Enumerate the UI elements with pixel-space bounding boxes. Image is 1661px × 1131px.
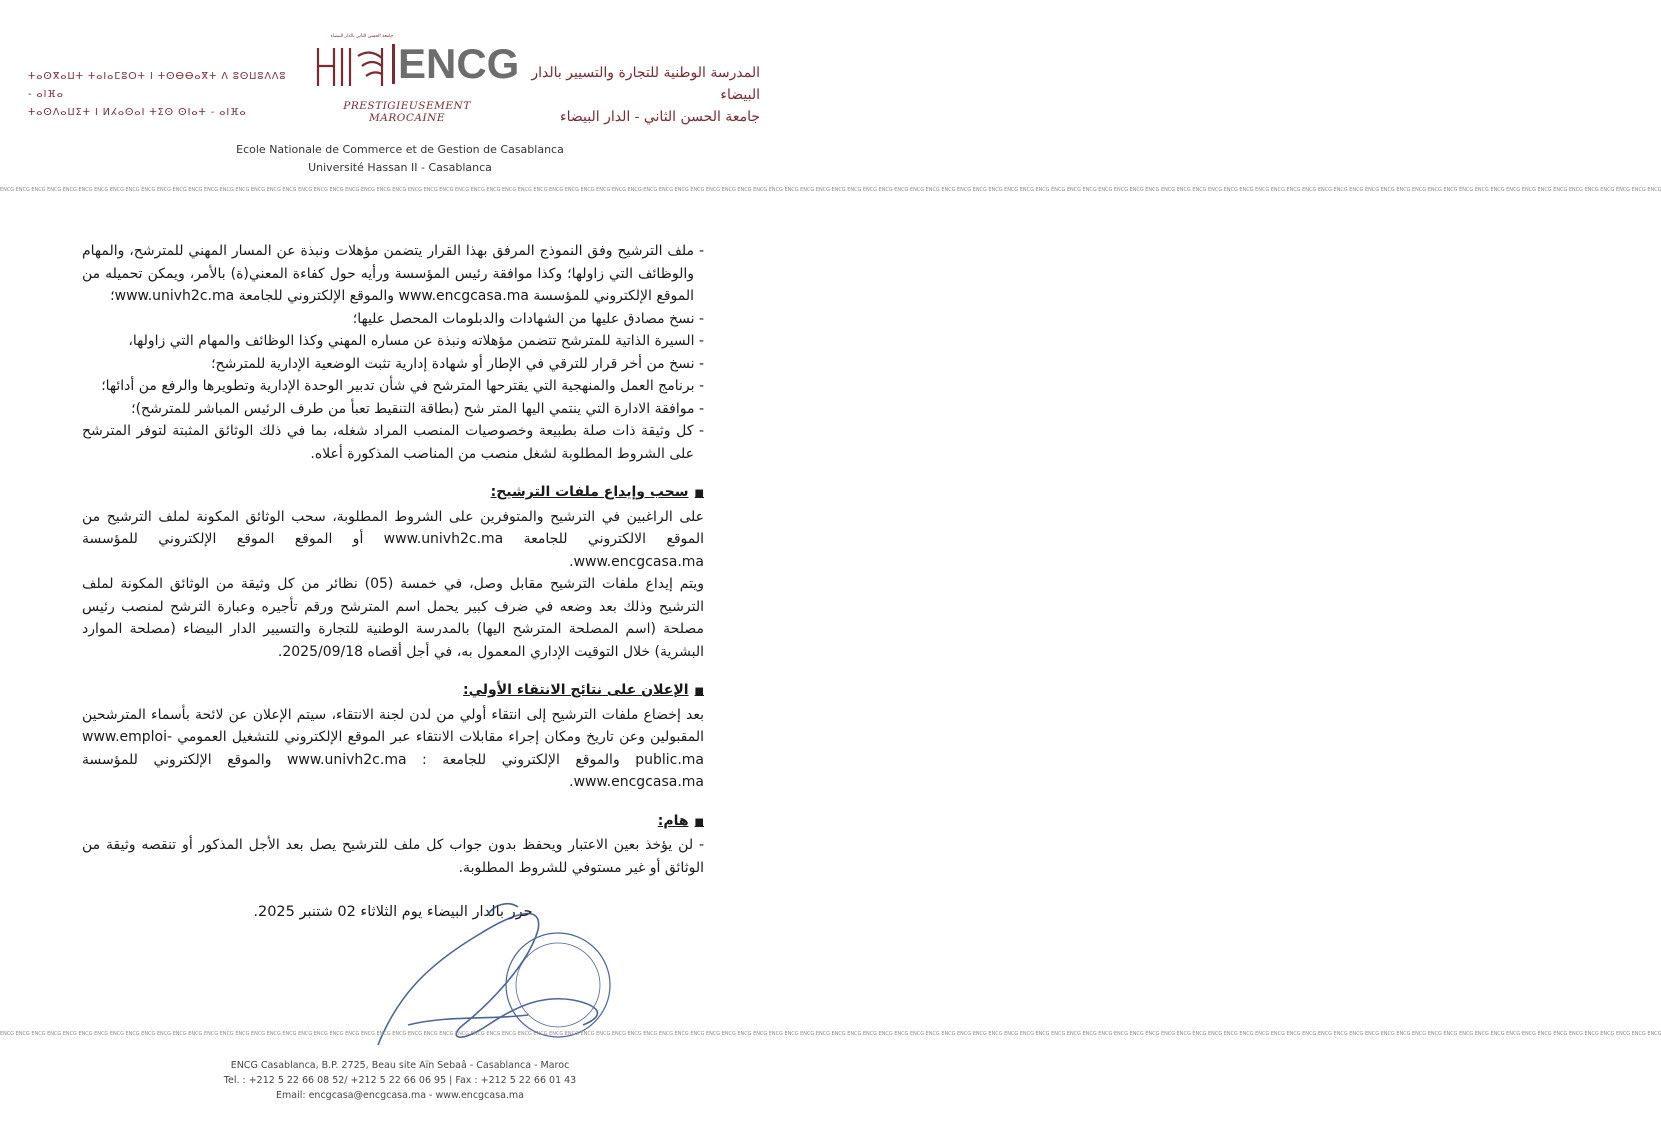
logo-tagline: PRESTIGIEUSEMENT MAROCAINE [343, 100, 471, 124]
document-item-1: - ملف الترشيح وفق النموذج المرفق بهذا القرار يتضمن مؤهلات ونبذة عن المسار المهني للمترشح، والمهام والوظائف التي زاولها؛ وكذا موافقة رئيس المؤسسة ورأيه حول كفاءة المعني(ة) بالأمر، ويمكن تحميله من الموقع الإلكتروني للمؤسسة www.encgcasa.ma والموقع الإلكتروني للجامعة www.univh2c.ma؛ [82, 243, 704, 304]
square-bullet-icon: ■ [694, 686, 704, 697]
document-item-5: - برنامج العمل والمنهجية التي يقترحها المترشح في شأن تدبير الوحدة الإدارية وتطويرها والرفع من أدائها؛ [101, 378, 704, 394]
important-paragraph: - لن يؤخذ بعين الاعتبار ويحفظ بدون جواب كل ملف للترشيح يصل بعد الأجل المذكور أو تنقصه وثيقة من الوثائق أو غير مستوفي للشروط المطلوبة. [82, 837, 704, 876]
footer [170, 1058, 630, 1103]
document-item-3: - السيرة الذاتية للمترشح تتضمن مؤهلاته ونبذة عن مساره المهني وكذا الوظائف والمهام التي زاولها، [128, 333, 704, 349]
encg-emblem-icon [312, 30, 392, 90]
school-identity [230, 141, 570, 177]
top-divider-band: ENCG ENCG ENCG ENCG ENCG ENCG ENCG ENCG ENCG ENCG ENCG ENCG ENCG ENCG ENCG ENCG ENCG ENCG ENCG ENCG ENCG ENCG ENCG ENCG ENCG ENCG ENCG ENCG ENCG ENCG ENCG ENCG ENCG ENCG ENCG ENCG ENCG ENCG ENCG ENCG ENCG ENCG ENCG ENCG ENCG ENCG ENCG ENCG ENCG ENCG ENCG ENCG ENCG ENCG ENCG ENCG ENCG ENCG ENCG ENCG ENCG ENCG ENCG ENCG ENCG ENCG ENCG ENCG ENCG ENCG ENCG ENCG ENCG ENCG ENCG ENCG ENCG ENCG ENCG ENCG ENCG ENCG ENCG ENCG ENCG ENCG ENCG ENCG ENCG ENCG ENCG ENCG ENCG ENCG ENCG ENCG ENCG ENCG ENCG ENCG ENCG ENCG ENCG ENCG ENCG ENCG [0, 187, 1661, 193]
tifinagh-header [28, 68, 288, 122]
arabic-university-name: جامعة الحسن الثاني - الدار البيضاء [560, 109, 760, 125]
document-item-4: - نسخ من أخر قرار للترقي في الإطار أو شهادة إدارية تثبت الوضعية الإدارية للمترشح؛ [211, 355, 704, 372]
document-body [82, 240, 704, 924]
results-paragraph: بعد إخضاع ملفات الترشيح إلى انتقاء أولي من لدن لجنة الانتقاء، سيتم الإعلان عن لائحة بأسماء المترشحين المقبولين وعن تاريخ ومكان إجراء مقابلات الانتقاء عبر الموقع الإلكتروني للتشغيل العمومي www.emploi-public.ma والموقع الإلكتروني للجامعة : www.univh2c.ma والموقع الإلكتروني للمؤسسة www.encgcasa.ma. [82, 706, 704, 790]
document-item-2: - نسخ مصادق عليها من الشهادات والدبلومات المحصل عليها؛ [352, 310, 704, 327]
document-item-7: - كل وثيقة ذات صلة بطبيعة وخصوصيات المنصب المراد شغله، بما في ذلك الوثائق المثبتة لتوفر المترشح على الشروط المطلوبة لشغل منصب من المناصب المذكورة أعلاه. [82, 423, 704, 462]
withdrawal-paragraph-1: على الراغبين في الترشيح والمتوفرين على الشروط المطلوبة، سحب الوثائق المكونة لملف الترشيح من الموقع الالكتروني للجامعة www.univh2c.ma أو الموقع الموقع الإلكتروني للمؤسسة www.encgcasa.ma. [82, 508, 704, 570]
square-bullet-icon: ■ [694, 816, 704, 828]
signoff-date: حرر بالدار البيضاء يوم الثلاثاء 02 شتنبر 2025. [253, 904, 533, 920]
section-title-results: ■الإعلان على نتائج الانتقاء الأولي: [463, 682, 704, 698]
logo-top-text: جامعة الحسن الثاني بالدار البيضاء [330, 34, 394, 39]
withdrawal-paragraph-2: ويتم إيداع ملفات الترشيح مقابل وصل، في خمسة (05) نظائر من كل وثيقة من الوثائق المكونة لملف الترشيح وذلك بعد وضعه في ضرف كبير يحمل اسم المترشح ورقم تأجيره وعبارة الترشح لمنصب رئيس مصلحة (اسم المصلحة المترشح اليها) بالمدرسة الوطنية للتجارة والتسيير الدار البيضاء (مصلحة الموارد البشرية) خلال التوقيت الإداري المعمول به، في أجل أقصاه 2025/09/18. [82, 576, 704, 660]
section-title-important: ■هام: [657, 812, 704, 829]
bottom-divider-band: ENCG ENCG ENCG ENCG ENCG ENCG ENCG ENCG ENCG ENCG ENCG ENCG ENCG ENCG ENCG ENCG ENCG ENCG ENCG ENCG ENCG ENCG ENCG ENCG ENCG ENCG ENCG ENCG ENCG ENCG ENCG ENCG ENCG ENCG ENCG ENCG ENCG ENCG ENCG ENCG ENCG ENCG ENCG ENCG ENCG ENCG ENCG ENCG ENCG ENCG ENCG ENCG ENCG ENCG ENCG ENCG ENCG ENCG ENCG ENCG ENCG ENCG ENCG ENCG ENCG ENCG ENCG ENCG ENCG ENCG ENCG ENCG ENCG ENCG ENCG ENCG ENCG ENCG ENCG ENCG ENCG ENCG ENCG ENCG ENCG ENCG ENCG ENCG ENCG ENCG ENCG ENCG ENCG ENCG ENCG ENCG ENCG ENCG ENCG ENCG ENCG ENCG ENCG ENCG ENCG ENCG [0, 1031, 1661, 1037]
university-name: Université Hassan II - Casablanca [308, 161, 492, 174]
footer-address: ENCG Casablanca, B.P. 2725, Beau site Aïn Sebaâ - Casablanca - Maroc [230, 1060, 570, 1071]
logo-wordmark: ENCG [398, 40, 520, 87]
arabic-school-name: المدرسة الوطنية للتجارة والتسيير بالدار البيضاء [531, 65, 760, 103]
logo-divider [392, 44, 395, 84]
document-item-6: - موافقة الادارة التي ينتمي اليها المتر شح (بطاقة التنقيط تعبأ من طرف الرئيس المباشر للمترشح)؛ [131, 400, 704, 417]
footer-email: Email: encgcasa@encgcasa.ma - www.encgcasa.ma [276, 1090, 524, 1101]
square-bullet-icon: ■ [694, 488, 704, 499]
section-title-withdrawal: ■سحب وإيداع ملفات الترشيح: [490, 484, 704, 500]
school-name: Ecole Nationale de Commerce et de Gestion de Casablanca [236, 143, 564, 156]
tifinagh-school-name: ⵜⴰⵙⴳⴰⵡⵜ ⵜⴰⵏⴰⵎⵓⵔⵜ ⵏ ⵜⵙⴱⴱⴰⴳⵜ ⴷ ⵓⵙⵡⵓⴷⴷⵓ - ⴰⵏⴼⴰ [28, 71, 287, 100]
tifinagh-university-name: ⵜⴰⵙⴷⴰⵡⵉⵜ ⵏ ⵍⵃⴰⵙⴰⵏ ⵜⵉⵙ ⵙⵏⴰⵜ - ⴰⵏⴼⴰ [28, 107, 247, 118]
encg-logo [312, 30, 520, 124]
footer-phones: Tel. : +212 5 22 66 08 52/ +212 5 22 66 06 95 | Fax : +212 5 22 66 01 43 [223, 1075, 577, 1086]
arabic-header [500, 62, 760, 128]
